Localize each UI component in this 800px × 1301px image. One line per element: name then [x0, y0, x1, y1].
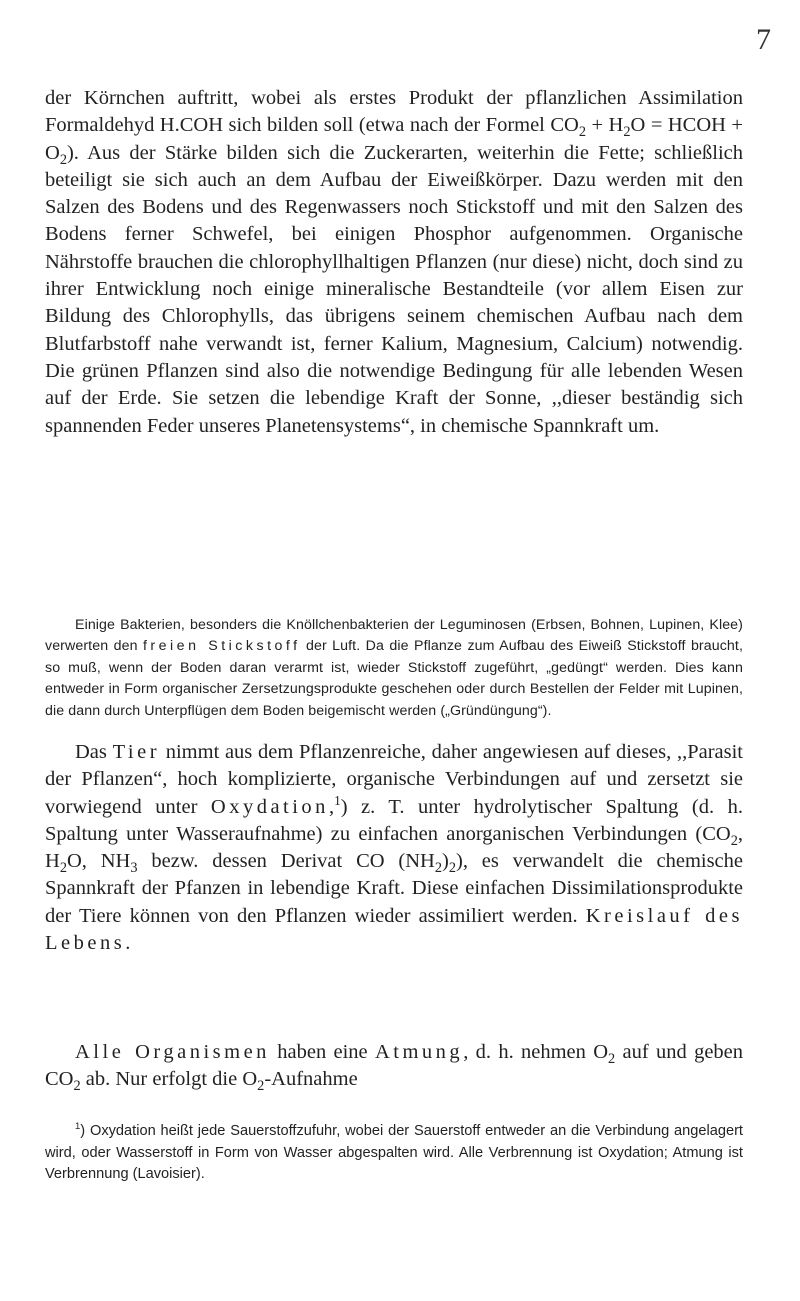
text-run: ). Aus der Stärke bilden sich die Zuckerarten, weiterhin die Fette; schließlich beteiligt sie sich auch an dem Aufbau der Eiweißkörper. Dazu werden mit den Salzen des Bodens und des Regenwassers noch Stickstoff und mit den Salzen des Bodens ferner Schwefel, bei einigen Phosphor aufgenommen. Organische Nährstoffe brauchen die chlorophyllhaltigen Pflanzen (nur diese) nicht, doch sind zu ihrer Entwicklung noch einige mineralische Bestandteile (vor allem Eisen zur Bildung des Chlorophylls, das übrigens seinem chemischen Aufbau nach dem Blutfarbstoff nahe verwandt ist, ferner Kalium, Magnesium, Calcium) notwendig. Die grünen Pflanzen sind also die notwendige Bedingung für alle lebenden Wesen auf der Erde. Sie setzen die lebendige Kraft der Sonne, ,,dieser beständig sich spannenden Feder unseres Planetensystems“, in chemische Spannkraft um. [45, 141, 743, 437]
text-run: ab. Nur erfolgt die O [80, 1068, 258, 1091]
page-number: 7 [756, 23, 771, 56]
footnote-reference: 1 [334, 792, 341, 808]
text-run: haben eine [269, 1041, 375, 1063]
emphasis-spaced: Kreislauf des Lebens [45, 904, 743, 955]
text-run: , [328, 795, 335, 818]
emphasis-spaced: freien Stickstoff [142, 638, 301, 655]
text-run: ), es verwandelt die chemische Spannkraft der Pfanzen in lebendige Kraft. Diese einfachen Dissimilationsprodukte der Tiere können von den Pflanzen wieder assimiliert werden. [45, 850, 744, 927]
text-run: O, NH [66, 850, 131, 873]
footnote-text [45, 1121, 743, 1186]
text-run: ) [442, 850, 449, 873]
paragraph-bacteria [45, 615, 743, 722]
text-run: der Körnchen auftritt, wobei als erstes Produkt der pflanzlichen Assimilation Formaldehyd H.COH sich bilden soll (etwa nach der Formel CO [45, 87, 743, 137]
text-run: nimmt aus dem Pflanzenreiche, daher angewiesen auf dieses, ,,Parasit der Pflanzen“, hoch komplizierte, organische Verbindungen auf und zersetzt sie vorwiegend unter [45, 741, 743, 818]
paragraph-assimilation [45, 85, 743, 440]
emphasis-spaced: Oxydation [210, 795, 329, 818]
subscript: 2 [59, 151, 67, 168]
subscript: 2 [608, 1051, 616, 1068]
text-run: + H [586, 114, 624, 137]
text-run: Das [75, 741, 113, 763]
text-run: auf und geben CO [45, 1041, 744, 1091]
subscript: 2 [623, 124, 631, 141]
footnote-body: ) Oxydation heißt jede Sauerstoffzufuhr, wobei der Sauerstoff entweder an die Verbindung angelagert wird, oder Wasserstoff in Form von Wasser abgespalten wird. Alle Verbrennung ist Oxydation; Atmung ist Verbrennung (Lavoisier). [45, 1123, 743, 1182]
paragraph-text [45, 1039, 743, 1094]
text-run: O = HCOH + O [45, 114, 743, 164]
subscript: 2 [59, 860, 67, 877]
paragraph-text [45, 615, 743, 722]
paragraph-text [45, 85, 743, 440]
text-run: der Luft. Da die Pflanze zum Aufbau des Eiweiß Stickstoff braucht, so muß, wenn der Boden daran verarmt ist, wieder Stickstoff zugeführt, „gedüngt“ werden. Dies kann entweder in Form organischer Zersetzungsprodukte geschehen oder durch Bestellen der Felder mit Lupinen, die dann durch Unterpflügen dem Boden beigemischt werden („Gründüngung“). [45, 638, 744, 719]
emphasis-spaced: Atmung [374, 1041, 464, 1063]
text-run: ) z. T. unter hydrolytischer Spaltung (d. h. Spaltung unter Wasseraufnahme) zu einfachen anorganischen Verbindungen (CO [45, 795, 743, 845]
emphasis-spaced: Alle Organismen [75, 1041, 270, 1063]
text-run: -Aufnahme [264, 1068, 358, 1091]
text-run: . [125, 932, 131, 955]
text-run: , H [45, 822, 743, 873]
subscript: 2 [730, 832, 738, 849]
paragraph-text [45, 739, 743, 957]
subscript: 2 [448, 860, 456, 877]
emphasis-spaced: Tier [112, 741, 161, 763]
subscript: 2 [73, 1078, 81, 1095]
footnote-marker: 1 [75, 1121, 81, 1133]
subscript: 3 [130, 860, 138, 877]
footnote [45, 1121, 743, 1186]
paragraph-animal [45, 739, 743, 957]
subscript: 2 [578, 124, 587, 141]
text-run: bezw. dessen Derivat CO (NH [137, 850, 435, 873]
paragraph-respiration [45, 1039, 743, 1094]
subscript: 2 [257, 1078, 265, 1095]
text-run: , d. h. nehmen O [463, 1041, 609, 1063]
text-run: Einige Bakterien, besonders die Knöllchenbakterien der Leguminosen (Erbsen, Bohnen, Lupinen, Klee) verwerten den [45, 617, 743, 655]
subscript: 2 [434, 860, 442, 877]
